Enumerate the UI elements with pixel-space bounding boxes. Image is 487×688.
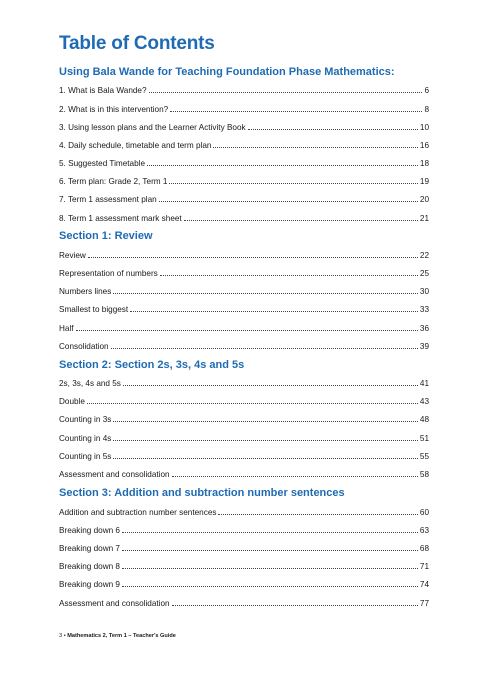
toc-entry-label: 8. Term 1 assessment mark sheet	[59, 214, 182, 223]
toc-entry-page: 71	[419, 562, 429, 571]
toc-entry-label: Breaking down 9	[59, 580, 120, 589]
dot-leader	[113, 293, 418, 294]
toc-entry-label: Addition and subtraction number sentences	[59, 508, 217, 517]
toc-entry-page: 74	[419, 580, 429, 589]
toc-entry-label: 3. Using lesson plans and the Learner Activity Book	[59, 123, 246, 132]
dot-leader	[169, 183, 417, 184]
toc-entry-label: Breaking down 6	[59, 526, 120, 535]
toc-entry[interactable]	[59, 542, 429, 554]
toc-entry[interactable]	[59, 84, 429, 96]
toc-entry[interactable]	[59, 377, 429, 389]
dot-leader	[170, 111, 422, 112]
toc-entry-label: 2s, 3s, 4s and 5s	[59, 379, 121, 388]
dot-leader	[147, 165, 418, 166]
toc-entry[interactable]	[59, 395, 429, 407]
toc-entry-page: 43	[419, 397, 429, 406]
toc-entry-label: Representation of numbers	[59, 269, 158, 278]
toc-entry-page: 16	[419, 141, 429, 150]
toc-entry-label: Half	[59, 324, 74, 333]
dot-leader	[218, 514, 417, 515]
dot-leader	[113, 458, 418, 459]
toc-entry-label: Breaking down 7	[59, 544, 120, 553]
toc-entry-label: 7. Term 1 assessment plan	[59, 195, 157, 204]
section-heading-review: Section 1: Review	[59, 230, 153, 242]
toc-entry-label: Counting in 3s	[59, 415, 112, 424]
dot-leader	[149, 92, 423, 93]
toc-entry-label: Numbers lines	[59, 287, 112, 296]
toc-entry-page: 10	[419, 123, 429, 132]
toc-entry-page: 18	[419, 159, 429, 168]
toc-entry-label: 2. What is in this intervention?	[59, 105, 169, 114]
toc-entry-page: 58	[419, 470, 429, 479]
dot-leader	[172, 605, 418, 606]
toc-entry[interactable]	[59, 249, 429, 261]
toc-entry-page: 68	[419, 544, 429, 553]
toc-entry[interactable]	[59, 450, 429, 462]
toc-entry[interactable]	[59, 468, 429, 480]
dot-leader	[248, 129, 418, 130]
toc-entry-page: 60	[419, 508, 429, 517]
toc-entry-label: Assessment and consolidation	[59, 470, 170, 479]
dot-leader	[172, 476, 418, 477]
dot-leader	[159, 201, 418, 202]
toc-entry-label: Review	[59, 251, 86, 260]
dot-leader	[87, 403, 418, 404]
toc-entry-page: 48	[419, 415, 429, 424]
toc-entry-page: 8	[424, 105, 429, 114]
toc-entry[interactable]	[59, 285, 429, 297]
dot-leader	[113, 440, 418, 441]
toc-entry[interactable]	[59, 578, 429, 590]
toc-entry-page: 25	[419, 269, 429, 278]
toc-entry-label: 5. Suggested Timetable	[59, 159, 146, 168]
footer-page-number: 3	[59, 633, 63, 639]
dot-leader	[76, 330, 418, 331]
toc-entry-page: 36	[419, 324, 429, 333]
dot-leader	[111, 348, 418, 349]
toc-entry[interactable]	[59, 432, 429, 444]
toc-entry-page: 51	[419, 434, 429, 443]
toc-entry-page: 77	[419, 599, 429, 608]
toc-entry-page: 30	[419, 287, 429, 296]
dot-leader	[130, 311, 418, 312]
toc-entry-label: Double	[59, 397, 85, 406]
toc-entry-label: 4. Daily schedule, timetable and term plan	[59, 141, 212, 150]
dot-leader	[113, 421, 418, 422]
toc-entry-label: Consolidation	[59, 342, 109, 351]
toc-entry-label: Counting in 4s	[59, 434, 112, 443]
toc-entry-label: Smallest to biggest	[59, 305, 129, 314]
toc-entry[interactable]	[59, 193, 429, 205]
toc-entry-page: 20	[419, 195, 429, 204]
dot-leader	[122, 532, 418, 533]
section-heading-number-sentences: Section 3: Addition and subtraction number sentences	[59, 487, 345, 499]
dot-leader	[213, 147, 417, 148]
dot-leader	[122, 550, 418, 551]
toc-entry[interactable]	[59, 506, 429, 518]
toc-entry[interactable]	[59, 121, 429, 133]
toc-entry-page: 19	[419, 177, 429, 186]
footer-title: Mathematics 2, Term 1 – Teacher's Guide	[67, 633, 176, 639]
toc-entry-label: Counting in 5s	[59, 452, 112, 461]
toc-entry[interactable]	[59, 322, 429, 334]
toc-entry-label: 6. Term plan: Grade 2, Term 1	[59, 177, 168, 186]
toc-entry[interactable]	[59, 524, 429, 536]
toc-entry-label: Breaking down 8	[59, 562, 120, 571]
toc-entry[interactable]	[59, 303, 429, 315]
toc-entry-page: 63	[419, 526, 429, 535]
page-title: Table of Contents	[59, 33, 215, 54]
toc-entry[interactable]	[59, 413, 429, 425]
toc-entry[interactable]	[59, 597, 429, 609]
toc-entry-label: 1. What is Bala Wande?	[59, 86, 147, 95]
section-heading-intro: Using Bala Wande for Teaching Foundation Phase Mathematics:	[59, 66, 395, 78]
dot-leader	[123, 385, 418, 386]
toc-entry[interactable]	[59, 103, 429, 115]
dot-leader	[122, 586, 418, 587]
toc-entry[interactable]	[59, 157, 429, 169]
toc-entry[interactable]	[59, 560, 429, 572]
toc-entry-page: 21	[419, 214, 429, 223]
toc-entry[interactable]	[59, 139, 429, 151]
toc-entry-page: 39	[419, 342, 429, 351]
dot-leader	[122, 568, 418, 569]
toc-entry[interactable]	[59, 340, 429, 352]
toc-entry-page: 41	[419, 379, 429, 388]
section-heading-counting: Section 2: Section 2s, 3s, 4s and 5s	[59, 359, 245, 371]
toc-entry-label: Assessment and consolidation	[59, 599, 170, 608]
dot-leader	[184, 220, 418, 221]
toc-entry-page: 55	[419, 452, 429, 461]
toc-entry-page: 33	[419, 305, 429, 314]
dot-leader	[160, 275, 418, 276]
footer-bullet: •	[63, 633, 66, 639]
page-footer	[59, 633, 176, 640]
toc-entry[interactable]	[59, 212, 429, 224]
dot-leader	[88, 257, 418, 258]
toc-entry-page: 22	[419, 251, 429, 260]
toc-entry[interactable]	[59, 267, 429, 279]
toc-entry-page: 6	[424, 86, 429, 95]
toc-entry[interactable]	[59, 175, 429, 187]
